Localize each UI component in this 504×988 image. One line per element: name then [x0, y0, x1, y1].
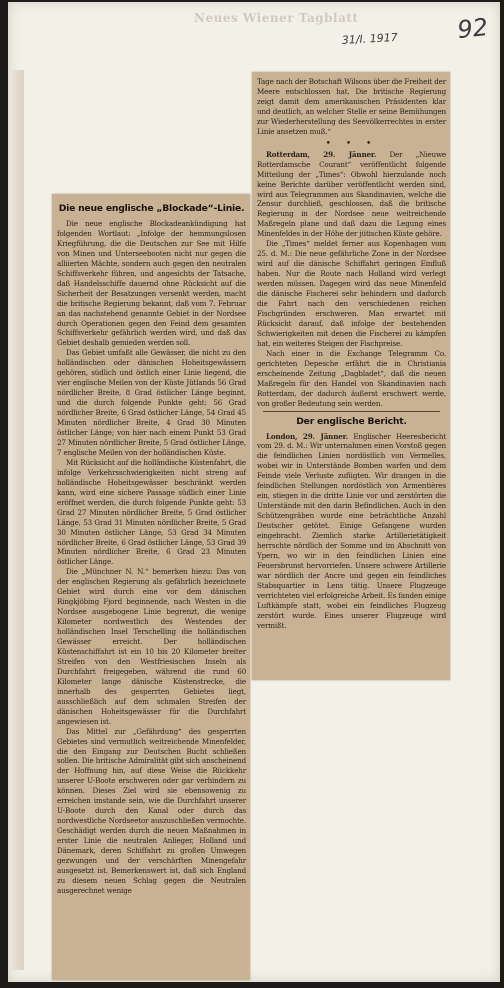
- handwritten-page-number: 92: [456, 13, 490, 45]
- dateline-london: London, 29. Jänner.: [266, 431, 348, 441]
- divider-rule: [263, 411, 440, 412]
- article-paragraph: Die neue englische Blockadeankündigung hat folgenden Wortlaut: „Infolge der hemmungslosen Kriegführung, die die Deutschen zur See mit Hilfe von Minen und Unterseebooten nicht nur gegen die alliierten Mächte, sondern auch gegen den neutralen Schiffsverkehr führen, und angesichts der Tatsache, daß Handelsschiffe dauernd ohne Rücksicht auf die Sicherheit der Besatzungen versenkt werden, macht die britische Regierung bekannt, daß vom 7. Februar an das nachstehend genannte Gebiet in der Nordsee durch Operationen gegen den Feind dem gesamten Schiffsverkehr gefährlich werden wird, und daß das Gebiet deshalb gemieden werden soll.: [57, 219, 246, 348]
- dispatch-paragraph: [257, 150, 446, 240]
- clipping-left-column: [52, 194, 250, 980]
- dateline-rotterdam: Rotterdam, 29. Jänner.: [266, 149, 377, 159]
- article-paragraph: Nach einer in die Exchange Telegramm Co. gerichteten Depesche erfährt die in Christiania erscheinende Zeitung „Dagbladet“, daß die neuen Maßregeln für den Handel von Skandinavien nach Rotterdam, der dadurch äußerst erschwert werde, von großer Bedeutung sein werden.: [257, 348, 446, 408]
- clipping-right-column: [252, 72, 450, 680]
- article-paragraph: Mit Rücksicht auf die holländische Küstenfahrt, die infolge Verkehrsschwierigkeiten nicht streng auf holländische Hoheitsgewässer beschränkt werden kann, wird eine sichere Passage südlich einer Linie eröffnet werden, die durch folgende Punkte geht: 53 Grad 27 Minuten nördlicher Breite, 5 Grad östlicher Länge, 53 Grad 31 Minuten nördlicher Breite, 5 Grad 30 Minuten östlicher Länge, 53 Grad 34 Minuten nördlicher Breite, 6 Grad östlicher Länge, 53 Grad 39 Minuten nördlicher Breite, 6 Grad 23 Minuten östlicher Länge.: [57, 457, 246, 567]
- dispatch-text: Englischer Heeresbericht vom 29. d. M.: Wir unternahmen einen Vorstoß gegen die feindlichen Linien nordöstlich von Vermelles, wobei wir in Unterstände Bomben warfen und dem Feinde viele Verluste zufügten. Wir drangen in die feindlichen Stellungen nordöstlich von Armentières ein, stiegen in die dritte Linie vor und zerstörten die Unterstände mit den darin Befindlichen. Auch in den Schützengräben wurde eine beträchtliche Anzahl Deutscher getötet. Einige Gefangene wurden eingebracht. Ziemlich starke Artillerietätigkeit herrschte nördlich der Somme und im Abschnitt von Ypern, wo wir in den feindlichen Linien eine Feuersbrunst hervorriefen. Unsere schwere Artillerie war nördlich der Ancre und gegen ein feindliches Stabsquartier in Lens tätig. Unsere Flugzeuge verrichteten viel erfolgreiche Arbeit. Es fanden einige Luftkämpfe statt, wobei ein feindliches Flugzeug zerstört wurde. Eines unserer Flugzeuge wird vermißt.: [257, 431, 447, 630]
- headline-english-report: Der englische Bericht.: [296, 415, 407, 427]
- newspaper-stamp: Neues Wiener Tagblatt: [194, 11, 359, 25]
- article-paragraph: Das Mittel zur „Gefährdung“ des gesperrten Gebietes sind vermutlich weitreichende Minenfelder, die den Eingang zur Deutschen Bucht schließen sollen. Die britische Admiralität gibt sich anscheinend der Hoffnung hin, auf diese Weise die Rückkehr unserer U-Boote erschweren oder gar verhindern zu können. Dieses Ziel wird sie ebensowenig zu erreichen imstande sein, wie die Durchfahrt unserer U-Boote durch den Kanal oder durch das nordwestliche Nordseetor auszuschließen vermochte. Geschädigt werden durch die neuen Maßnahmen in erster Linie die neutralen Anlieger, Holland und Dänemark, deren Schiffahrt zu großen Umwegen gezwungen und der verschärften Minengefahr ausgesetzt ist. Bemerkenswert ist, daß sich England zu diesem neuen Schlag gegen die Neutralen ausgerechnet wenige: [57, 726, 246, 895]
- binding-strip: [12, 70, 24, 970]
- section-separator: • • •: [325, 138, 378, 149]
- headline-blockade: Die neue englische „Blockade“-Linie.: [58, 203, 245, 214]
- article-paragraph: Die „Times“ meldet ferner aus Kopenhagen vom 25. d. M.: Die neue gefährliche Zone in der Nordsee wird auf die dänische Schiffahrt geringen Einfluß haben. Nur die Route nach Holland wird verlegt werden müssen. Dagegen wird das neue Minenfeld die dänische Fischerei sehr behindern und dadurch die Fahrt nach den verschiedenen reichen Fischgründen erschweren. Man erwartet mit Rücksicht darauf, daß infolge der bestehenden Schwierigkeiten mit denen die Fischerei zu kämpfen hat, ein weiteres Steigen der Fischpreise.: [257, 239, 446, 348]
- article-paragraph: Die „Münchner N. N.“ bemerken hiezu: Das von der englischen Regierung als gefährlich bezeichnete Gebiet wird durch eine vor dem dänischen Ringkjöbing Fjord beginnende, nach Westen in die Nordsee ausgebogene Linie begrenzt, die wenige Kilometer nordwestlich des Westendes der holländischen Insel Terschelling die holländischen Gewässer erreicht. Der holländischen Küstenschiffahrt ist ein 10 bis 20 Kilometer breiter Streifen von den Westfriesischen Inseln als Durchfahrt freigegeben, während die rund 60 Kilometer lange dänische Küstenstrecke, die innerhalb des gesperrten Gebietes liegt, ausschließlich auf dem schmalen Streifen der dänischen Hoheitsgewässer für die Durchfahrt angewiesen ist.: [57, 567, 246, 726]
- dispatch-paragraph: [257, 432, 446, 631]
- handwritten-date: 31/I. 1917: [341, 30, 399, 47]
- dispatch-text: Der „Nieuwe Rotterdamsche Courant“ veröffentlicht folgende Mitteilung der „Times“: Obwohl hierzulande noch keine Berichte darüber veröffentlicht werden sind, wird aus Telegrammen aus Skandinavien, welche die Zensur durchließ, geschlossen, daß die britische Regierung in der Nordsee neue weitreichende Maßregeln plane und daß dazu die Legung eines Minenfeldes in der Höhe der jütischen Küste gehöre.: [257, 149, 446, 239]
- article-paragraph: Das Gebiet umfaßt alle Gewässer, die nicht zu den holländischen oder dänischen Hoheitsgewässern gehören, südlich und östlich einer Linie liegend, die vier englische Meilen von der Küste Jütlands 56 Grad nördlicher Breite, 8 Grad östlicher Länge beginnt, und die durch folgende Punkte geht: 56 Grad nördlicher Breite, 6 Grad östlicher Länge, 54 Grad 45 Minuten nördlicher Breite, 4 Grad 30 Minuten östlicher Länge; von hier nach einem Punkt 53 Grad 27 Minuten nördlicher Breite, 5 Grad östlicher Länge, 7 englische Meilen von der holländischen Küste.: [57, 348, 246, 457]
- article-paragraph: Tage nach der Botschaft Wilsons über die Freiheit der Meere entschlossen hat. Die britische Regierung zeigt damit dem amerikanischen Präsidenten klar und deutlich, an welcher Stelle er seine Bemühungen zur Wiederherstellung des Seevölkerrechtes in erster Linie ansetzen muß.“: [257, 77, 446, 136]
